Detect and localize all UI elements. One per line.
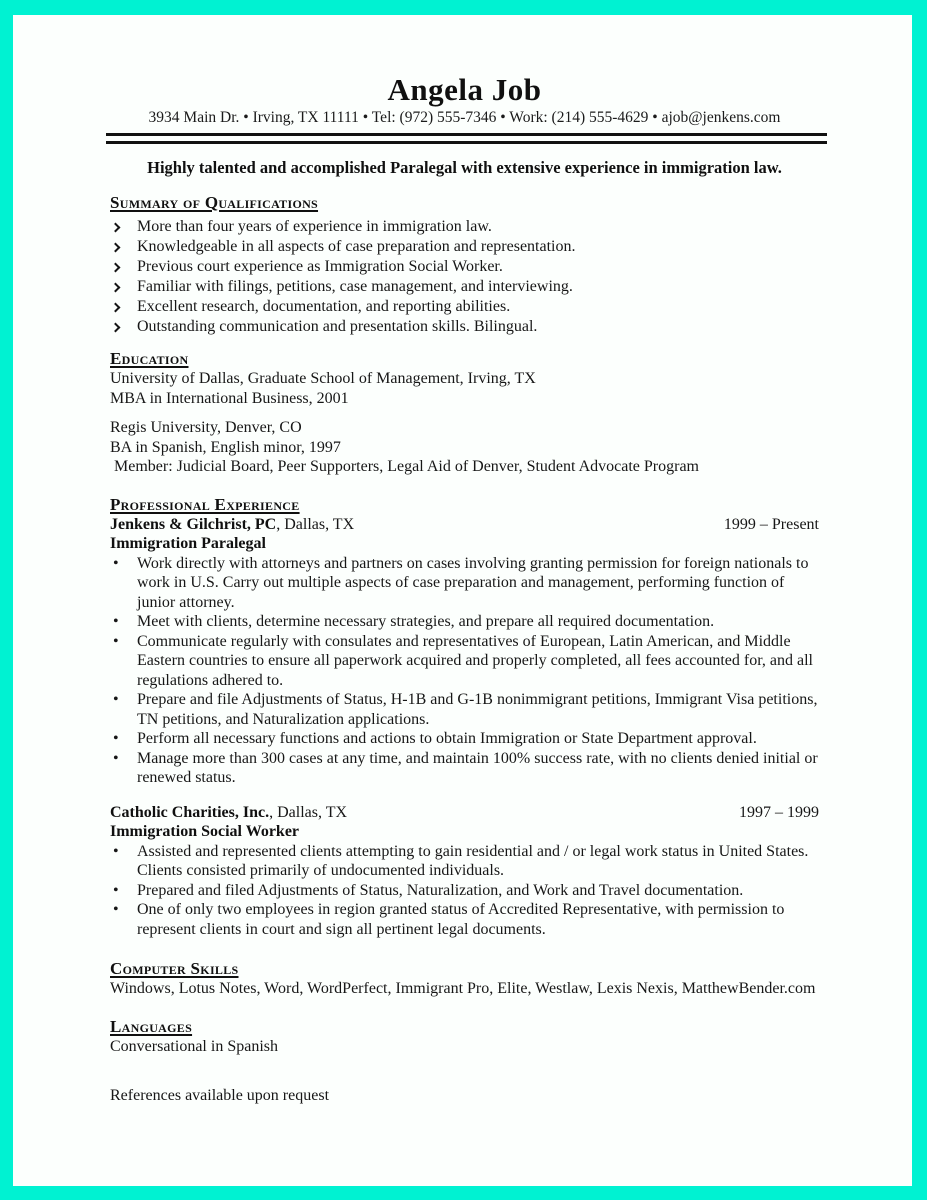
duty-text: Prepare and file Adjustments of Status, H-1B and G-1B nonimmigrant petitions, Immigrant Visa petitions, TN petitions, and Naturalization applications. <box>137 691 818 728</box>
section-education <box>110 349 819 477</box>
qualification-text: More than four years of experience in immigration law. <box>137 218 492 235</box>
education-heading: Education <box>110 349 189 368</box>
dot-bullet-icon: • <box>113 749 119 767</box>
job-entry <box>110 803 819 940</box>
list-item <box>110 297 819 317</box>
education-entry <box>110 418 819 477</box>
memberships: Member: Judicial Board, Peer Supporters, Legal Aid of Denver, Student Advocate Program <box>114 458 699 475</box>
job-header <box>110 515 819 535</box>
computer-skills-heading: Computer Skills <box>110 959 239 978</box>
list-item <box>110 729 819 749</box>
arrow-bullet-icon <box>111 263 121 273</box>
list-item <box>110 237 819 257</box>
company-name: Jenkens & Gilchrist, PC <box>110 515 277 533</box>
company-location <box>110 515 354 535</box>
resume-header <box>110 73 819 177</box>
job-dates: 1997 – 1999 <box>739 803 819 821</box>
dot-bullet-icon: • <box>113 881 119 899</box>
section-experience <box>110 495 819 940</box>
contact-line: 3934 Main Dr. • Irving, TX 11111 • Tel: (972) 555-7346 • Work: (214) 555-4629 • ajob@jenkens.com <box>148 109 781 126</box>
arrow-bullet-icon <box>111 223 121 233</box>
duty-text: Communicate regularly with consulates and representatives of European, Latin American, and Middle Eastern countries to ensure all paperwork acquired and properly completed, all fees accounted for, and all regulations adhered to. <box>137 632 813 689</box>
dot-bullet-icon: • <box>113 691 119 708</box>
duty-text: Assisted and represented clients attempting to gain residential and / or legal work status in United States. Clients consisted primarily of undocumented individuals. <box>137 842 809 879</box>
list-item <box>110 900 819 939</box>
page-title: Angela Job <box>387 72 542 107</box>
degree: MBA in International Business, 2001 <box>110 389 349 407</box>
degree: BA in Spanish, English minor, 1997 <box>110 438 341 456</box>
qualification-text: Previous court experience as Immigration Social Worker. <box>137 258 503 275</box>
languages-text: Conversational in Spanish <box>110 1037 278 1055</box>
dot-bullet-icon: • <box>113 901 119 918</box>
list-item <box>110 277 819 297</box>
qualification-text: Excellent research, documentation, and reporting abilities. <box>137 298 511 315</box>
qualification-text: Knowledgeable in all aspects of case preparation and representation. <box>137 238 576 255</box>
duty-text: Work directly with attorneys and partners on cases involving granting permission for foreign nationals to work in U.S. Carry out multiple aspects of case preparation and management, performing function of junior attorney. <box>137 554 809 611</box>
dot-bullet-icon: • <box>113 554 119 572</box>
arrow-bullet-icon <box>111 283 121 293</box>
job-dates: 1999 – Present <box>723 515 819 533</box>
languages-heading: Languages <box>110 1016 193 1036</box>
list-item <box>110 612 819 632</box>
section-qualifications <box>110 193 819 337</box>
job-title: Immigration Paralegal <box>110 535 266 552</box>
list-item <box>110 632 819 691</box>
arrow-bullet-icon <box>111 303 121 313</box>
duty-text: One of only two employees in region granted status of Accredited Representative, with permission to represent clients in court and sign all pertinent legal documents. <box>137 901 785 938</box>
duty-text: Perform all necessary functions and actions to obtain Immigration or State Department approval. <box>137 730 757 747</box>
job-header <box>110 803 819 823</box>
duty-text: Meet with clients, determine necessary strategies, and prepare all required documentation. <box>137 613 715 630</box>
qualification-text: Familiar with filings, petitions, case management, and interviewing. <box>137 278 573 295</box>
job-title: Immigration Social Worker <box>110 823 300 840</box>
section-languages <box>110 1017 819 1057</box>
arrow-bullet-icon <box>111 323 121 333</box>
institution: Regis University, Denver, CO <box>110 419 302 436</box>
computer-skills-text: Windows, Lotus Notes, Word, WordPerfect, Immigrant Pro, Elite, Westlaw, Lexis Nexis, MatthewBender.com <box>110 980 816 997</box>
duty-text: Prepared and filed Adjustments of Status, Naturalization, and Work and Travel documentation. <box>137 881 744 899</box>
company-location <box>110 803 347 823</box>
company-city: , Dallas, TX <box>269 803 348 821</box>
list-item <box>110 690 819 729</box>
resume-page <box>13 15 912 1186</box>
dot-bullet-icon: • <box>113 730 119 747</box>
qualifications-heading: Summary of Qualifications <box>110 193 319 212</box>
company-city: , Dallas, TX <box>276 515 355 533</box>
list-item <box>110 881 819 901</box>
list-item <box>110 217 819 237</box>
list-item <box>110 317 819 337</box>
list-item <box>110 257 819 277</box>
dot-bullet-icon: • <box>113 632 119 650</box>
dot-bullet-icon: • <box>113 842 119 860</box>
list-item <box>110 554 819 613</box>
list-item <box>110 749 819 788</box>
experience-heading: Professional Experience <box>110 494 300 514</box>
education-entry <box>110 369 819 408</box>
qualifications-list <box>110 217 819 337</box>
arrow-bullet-icon <box>111 243 121 253</box>
section-computer-skills <box>110 959 819 999</box>
company-name: Catholic Charities, Inc. <box>110 803 270 821</box>
job-entry <box>110 515 819 788</box>
dot-bullet-icon: • <box>113 613 119 630</box>
list-item <box>110 842 819 881</box>
institution: University of Dallas, Graduate School of Management, Irving, TX <box>110 370 536 387</box>
tagline: Highly talented and accomplished Paralegal with extensive experience in immigration law. <box>147 158 782 177</box>
qualification-text: Outstanding communication and presentation skills. Bilingual. <box>137 318 538 335</box>
header-divider <box>106 133 827 144</box>
duty-text: Manage more than 300 cases at any time, and maintain 100% success rate, with no clients denied initial or renewed status. <box>137 749 818 786</box>
references-note: References available upon request <box>110 1087 330 1104</box>
